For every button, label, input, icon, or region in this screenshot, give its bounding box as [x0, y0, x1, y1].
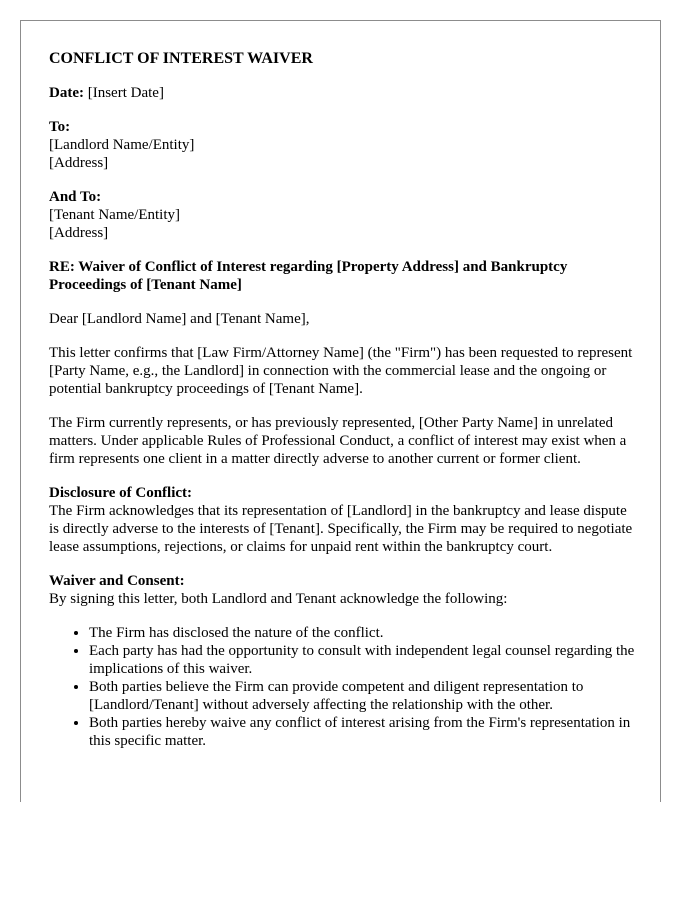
- disclosure-section: [49, 484, 639, 556]
- waiver-section: [49, 572, 639, 608]
- waiver-title: Waiver and Consent:: [49, 573, 185, 589]
- and-to-label: And To:: [49, 189, 102, 205]
- re-line: RE: Waiver of Conflict of Interest regarding [Property Address] and Bankruptcy Proceedings of [Tenant Name]: [49, 259, 568, 293]
- list-item: • Both parties hereby waive any conflict of interest arising from the Firm's representation in this specific matter.: [89, 714, 639, 750]
- list-item: • Both parties believe the Firm can provide competent and diligent representation to [Landlord/Tenant] without adversely affecting the relationship with the other.: [89, 678, 639, 714]
- document-content: [49, 49, 639, 750]
- waiver-intro: By signing this letter, both Landlord and Tenant acknowledge the following:: [49, 591, 508, 607]
- paragraph-representation: This letter confirms that [Law Firm/Attorney Name] (the "Firm") has been requested to represent [Party Name, e.g., the Landlord] in connection with the commercial lease and the ongoing or potential bankruptcy proceedings of [Tenant Name].: [49, 345, 633, 397]
- and-to-name-line: [Tenant Name/Entity]: [49, 207, 180, 223]
- document-title: CONFLICT OF INTEREST WAIVER: [49, 50, 313, 67]
- and-to-block: [49, 188, 639, 242]
- date-value: [Insert Date]: [87, 85, 164, 101]
- list-item: • Each party has had the opportunity to consult with independent legal counsel regarding the implications of this waiver.: [89, 642, 639, 678]
- to-name-line: [Landlord Name/Entity]: [49, 137, 195, 153]
- to-label: To:: [49, 119, 71, 135]
- document-page: [20, 20, 661, 802]
- list-item: • The Firm has disclosed the nature of the conflict.: [89, 624, 639, 642]
- salutation: Dear [Landlord Name] and [Tenant Name],: [49, 311, 310, 327]
- waiver-list: [49, 624, 639, 750]
- to-block: [49, 118, 639, 172]
- paragraph-prior-representation: The Firm currently represents, or has previously represented, [Other Party Name] in unrelated matters. Under applicable Rules of Professional Conduct, a conflict of interest may exist when a firm represents one client in a matter directly adverse to another current or former client.: [49, 415, 627, 467]
- date-line: [49, 84, 639, 102]
- date-label: Date:: [49, 85, 84, 101]
- and-to-address-line: [Address]: [49, 225, 109, 241]
- to-address-line: [Address]: [49, 155, 109, 171]
- disclosure-title: Disclosure of Conflict:: [49, 485, 193, 501]
- disclosure-text: The Firm acknowledges that its representation of [Landlord] in the bankruptcy and lease dispute is directly adverse to the interests of [Tenant]. Specifically, the Firm may be required to negotiate lease assumptions, rejections, or claims for unpaid rent within the bankruptcy court.: [49, 503, 633, 555]
